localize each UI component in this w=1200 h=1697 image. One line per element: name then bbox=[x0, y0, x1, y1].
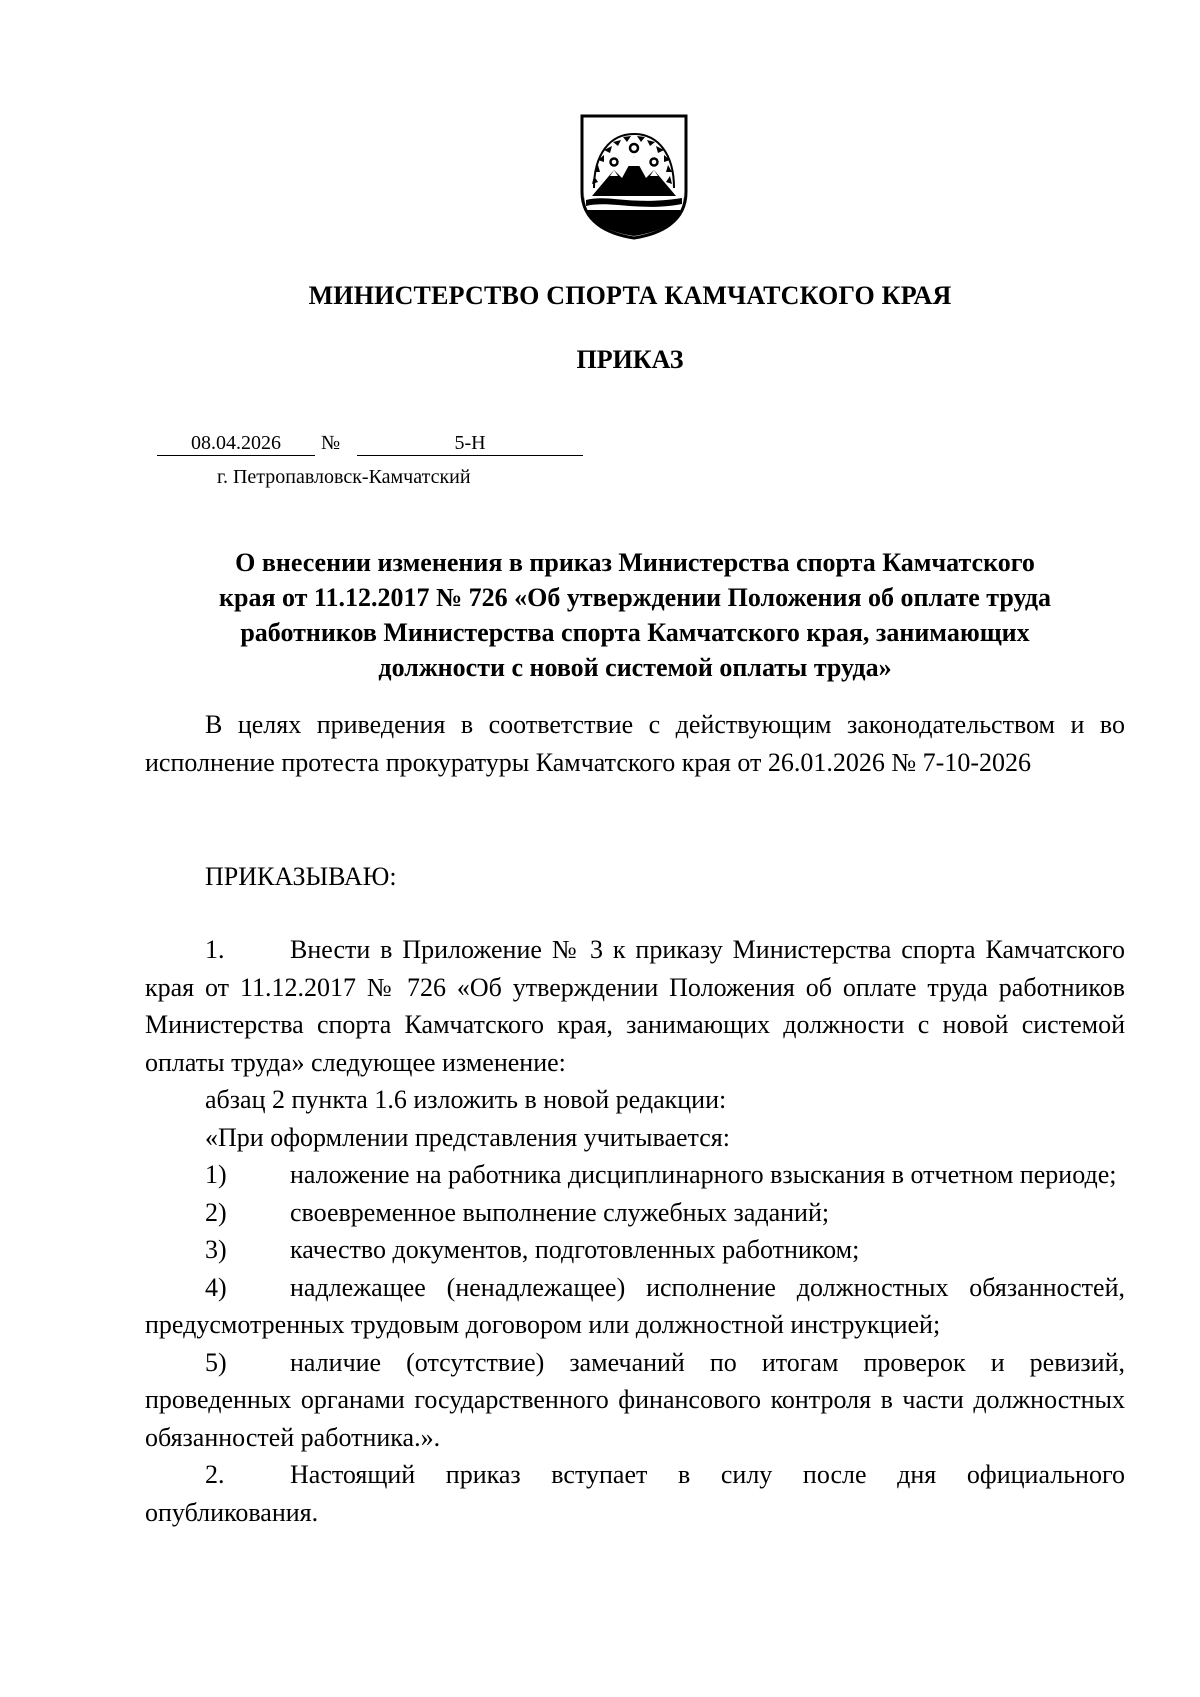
amendment-quote: «При оформлении представления учитывается: bbox=[205, 1122, 730, 1152]
item-text: Настоящий приказ вступает в силу после дня официального опубликования. bbox=[145, 1460, 1125, 1527]
list-item bbox=[145, 1456, 1125, 1531]
subitem-text: надлежащее (ненадлежащее) исполнение должностных обязанностей, предусмотренных трудовым договором или должностной инструкцией; bbox=[145, 1272, 1125, 1339]
subitem-number: 4) bbox=[205, 1272, 227, 1302]
kamchatka-coat-of-arms-icon bbox=[580, 114, 688, 240]
order-date: 08.04.2026 bbox=[157, 432, 315, 456]
list-item bbox=[145, 1269, 1125, 1344]
list-item bbox=[145, 1344, 1125, 1457]
title-line: работников Министерства спорта Камчатского края, занимающих bbox=[240, 618, 1030, 647]
city: г. Петропавловск-Камчатский bbox=[217, 466, 471, 488]
document-title bbox=[175, 545, 1095, 685]
list-item bbox=[145, 1231, 1125, 1269]
title-line: должности с новой системой оплаты труда» bbox=[378, 653, 892, 682]
preamble-text: В целях приведения в соответствие с действующим законодательством и во исполнение протеста прокуратуры Камчатского края от 26.01.2026 № 7-10-2026 bbox=[145, 710, 1125, 777]
subitem-text: наличие (отсутствие) замечаний по итогам проверок и ревизий, проведенных органами государственного финансового контроля в части должностных обязанностей работника.». bbox=[145, 1347, 1125, 1452]
list-item bbox=[145, 931, 1125, 1081]
preamble bbox=[145, 706, 1125, 781]
list-item bbox=[145, 1194, 1125, 1232]
subitem-number: 1) bbox=[205, 1160, 227, 1189]
title-line: края от 11.12.2017 № 726 «Об утверждении Положения об оплате труда bbox=[219, 583, 1051, 612]
subitem-text: наложение на работника дисциплинарного взыскания в отчетном периоде; bbox=[290, 1160, 1117, 1189]
list-item bbox=[145, 1156, 1125, 1194]
title-line: О внесении изменения в приказ Министерства спорта Камчатского bbox=[235, 548, 1035, 577]
subitem-text: своевременное выполнение служебных заданий; bbox=[290, 1197, 830, 1227]
subitem-number: 2) bbox=[205, 1197, 227, 1227]
item-text: Внести в Приложение № 3 к приказу Министерства спорта Камчатского края от 11.12.2017 № 726 «Об утверждении Положения об оплате труда работников Министерства спорта Камчатского края, занимающих должности с новой системой оплаты труда» следующее изменение: bbox=[145, 935, 1125, 1077]
order-number: 5-Н bbox=[357, 432, 583, 456]
order-clause bbox=[145, 858, 1125, 896]
subitem-number: 3) bbox=[205, 1235, 227, 1264]
order-word: ПРИКАЗЫВАЮ: bbox=[205, 862, 397, 891]
amendment-intro: абзац 2 пункта 1.6 изложить в новой редакции: bbox=[205, 1085, 727, 1114]
subitem-number: 5) bbox=[205, 1347, 227, 1377]
item-number: 1. bbox=[205, 935, 225, 964]
number-sign: № bbox=[321, 432, 341, 454]
ministry-name: МИНИСТЕРСТВО СПОРТА КАМЧАТСКОГО КРАЯ bbox=[308, 281, 952, 310]
document-type: ПРИКАЗ bbox=[576, 345, 684, 374]
item-number: 2. bbox=[205, 1460, 225, 1489]
order-items bbox=[145, 931, 1125, 1531]
subitem-text: качество документов, подготовленных работником; bbox=[290, 1235, 860, 1264]
